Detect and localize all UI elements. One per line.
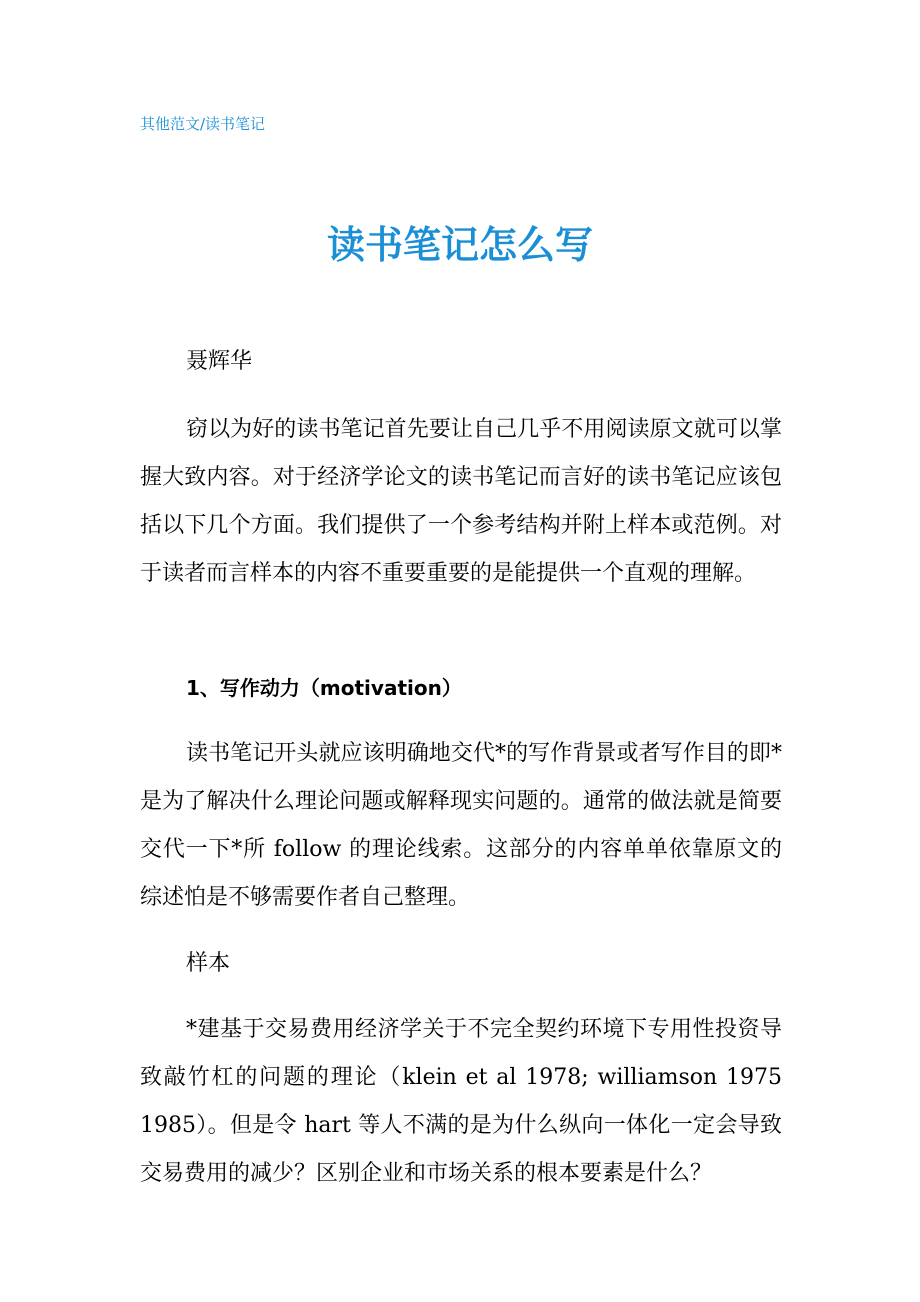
- motivation-paragraph: 读书笔记开头就应该明确地交代*的写作背景或者写作目的即*是为了解决什么理论问题或解释现实问题的。通常的做法就是简要交代一下*所 follow 的理论线索。这部分的内容单单依靠原文的综述怕是不够需要作者自己整理。: [140, 741, 782, 910]
- section-heading-motivation: 1、写作动力（motivation）: [186, 676, 462, 700]
- sample-label: 样本: [186, 951, 231, 976]
- sample-paragraph: *建基于交易费用经济学关于不完全契约环境下专用性投资导致敲竹杠的问题的理论（klein et al 1978; williamson 1975 1985）。但是令 hart 等人不满的是为什么纵向一体化一定会导致交易费用的减少？区别企业和市场关系的根本要素是什么？: [140, 1017, 782, 1186]
- breadcrumb[interactable]: 其他范文/读书笔记: [140, 115, 266, 133]
- page-title: 读书笔记怎么写: [326, 223, 593, 267]
- intro-paragraph: 窃以为好的读书笔记首先要让自己几乎不用阅读原文就可以掌握大致内容。对于经济学论文的读书笔记而言好的读书笔记应该包括以下几个方面。我们提供了一个参考结构并附上样本或范例。对于读者而言样本的内容不重要重要的是能提供一个直观的理解。: [140, 417, 782, 586]
- author-name: 聂辉华: [186, 349, 253, 374]
